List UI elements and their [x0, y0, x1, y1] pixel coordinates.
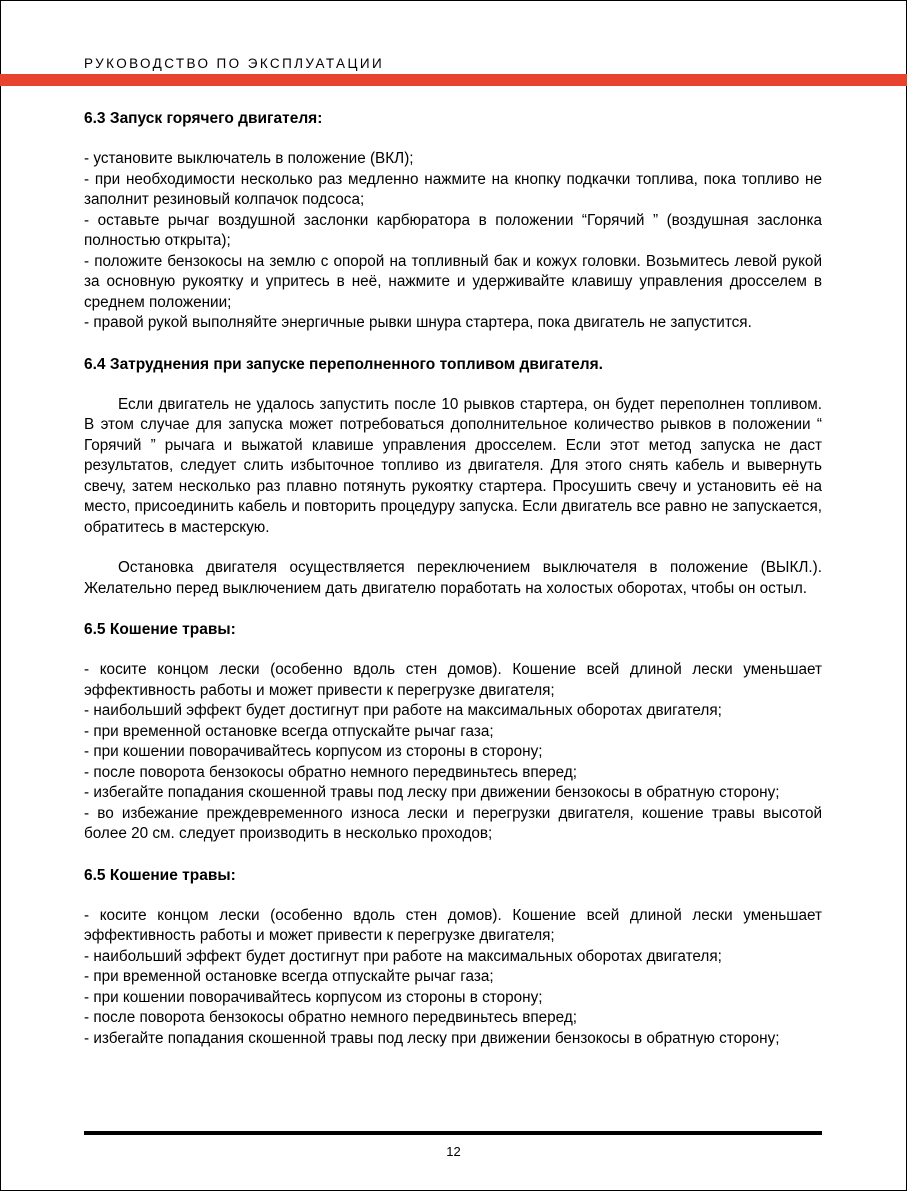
list-item: - наибольший эффект будет достигнут при работе на максимальных оборотах двигателя; [84, 947, 722, 965]
list-item: - во избежание преждевременного износа лески и перегрузки двигателя, кошение травы высотой более 20 см. следует производить в несколько проходов; [84, 804, 822, 842]
paragraph: Остановка двигателя осуществляется переключением выключателя в положение (ВЫКЛ.). Желательно перед выключением дать двигателю поработать на холостых оборотах, чтобы он остыл. [84, 559, 822, 597]
bullet-list [84, 149, 822, 334]
list-item: - правой рукой выполняйте энергичные рывки шнура стартера, пока двигатель не запустится. [84, 314, 752, 331]
list-item: - после поворота бензокосы обратно немного передвиньтесь вперед; [84, 1009, 578, 1026]
section-6-5-repeat [84, 865, 822, 1050]
section-heading: 6.4 Затруднения при запуске переполненного топливом двигателя. [84, 355, 603, 373]
header-title: РУКОВОДСТВО ПО ЭКСПЛУАТАЦИИ [84, 56, 385, 71]
section-heading: 6.5 Кошение травы: [84, 866, 236, 884]
list-item: - при кошении поворачивайтесь корпусом из стороны в сторону; [84, 988, 543, 1006]
section-heading: 6.3 Запуск горячего двигателя: [84, 110, 323, 127]
list-item: - избегайте попадания скошенной травы под леску при движении бензокосы в обратную сторону; [84, 1029, 780, 1047]
section-6-5 [84, 619, 822, 845]
section-heading: 6.5 Кошение травы: [84, 621, 236, 638]
list-item: - наибольший эффект будет достигнут при работе на максимальных оборотах двигателя; [84, 702, 722, 719]
section-6-3 [84, 108, 822, 334]
list-item: - оставьте рычаг воздушной заслонки карбюратора в положении “Горячий ” (воздушная заслонка полностью открыта); [84, 211, 822, 249]
list-item: - при кошении поворачивайтесь корпусом из стороны в сторону; [84, 743, 543, 760]
page-content [84, 108, 822, 1069]
bullet-list [84, 906, 822, 1050]
bullet-list [84, 660, 822, 845]
list-item: - при необходимости несколько раз медленно нажмите на кнопку подкачки топлива, пока топливо не заполнит резиновый колпачок подсоса; [84, 170, 822, 208]
page-number: 12 [446, 1144, 461, 1159]
header-accent-bar [0, 74, 907, 86]
list-item: - после поворота бензокосы обратно немного передвиньтесь вперед; [84, 763, 578, 781]
list-item: - избегайте попадания скошенной травы под леску при движении бензокосы в обратную сторону; [84, 784, 780, 801]
list-item: - положите бензокосы на землю с опорой на топливный бак и кожух головки. Возьмитесь левой рукой за основную рукоятку и упритесь в неё, нажмите и удерживайте клавишу управления дросселем в среднем положении; [84, 252, 822, 311]
list-item: - при временной остановке всегда отпускайте рычаг газа; [84, 722, 494, 740]
section-6-4 [84, 354, 822, 600]
list-item: - установите выключатель в положение (ВКЛ); [84, 150, 414, 167]
paragraph: Если двигатель не удалось запустить после 10 рывков стартера, он будет переполнен топливом. В этом случае для запуска может потребоваться дополнительное количество рывков в положении “ Горячий ” рычага и выжатой клавише управления дросселем. Если этот метод запуска не даст результатов, следует слить избыточное топливо из двигателя. Для этого снять кабель и вывернуть свечу, затем несколько раз плавно потянуть рукоятку стартера. Просушить свечу и установить её на место, присоединить кабель и повторить процедуру запуска. Если двигатель все равно не запускается, обратитесь в мастерскую. [84, 395, 822, 536]
list-item: - при временной остановке всегда отпускайте рычаг газа; [84, 968, 494, 985]
footer-rule [84, 1131, 822, 1135]
list-item: - косите концом лески (особенно вдоль стен домов). Кошение всей длиной лески уменьшает эффективность работы и может привести к перегрузке двигателя; [84, 661, 822, 699]
list-item: - косите концом лески (особенно вдоль стен домов). Кошение всей длиной лески уменьшает эффективность работы и может привести к перегрузке двигателя; [84, 906, 822, 944]
